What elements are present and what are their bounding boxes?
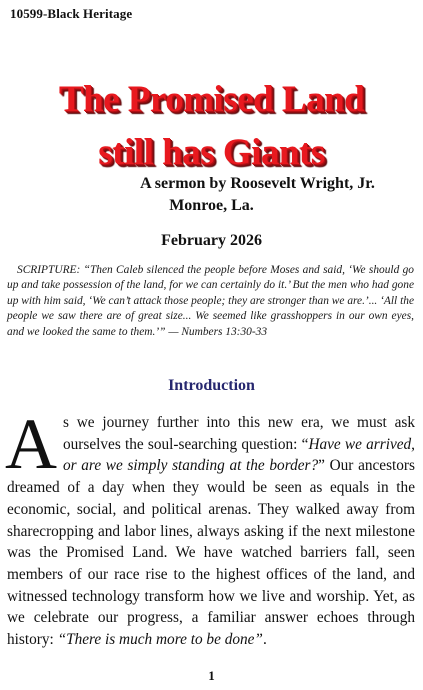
- page-number: 1: [208, 668, 215, 683]
- title-line-1: The Promised Land: [58, 79, 365, 120]
- body-paragraph: [5, 404, 416, 651]
- drop-cap: A: [5, 404, 57, 484]
- body-text-part-1: s we journey further into this new era, we must ask ourselves the soul-searching question: “: [63, 414, 415, 453]
- body-emphasis-question: Have we arrived, or are we simply standing at the border?: [63, 435, 416, 475]
- body-text-part-3: .: [262, 631, 267, 649]
- catalog-label: 10599-Black Heritage: [10, 6, 133, 21]
- sermon-date: February 2026: [161, 232, 262, 249]
- scripture-passage: SCRIPTURE: “Then Caleb silenced the people before Moses and said, ‘We should go up and take possession of the land, for we can certainly do it.’ But the men who had gone up with him said, ‘We can’t attack those people; they are stronger than we are.’... ‘All the people we saw there are of great size... We seemed like grasshoppers in our own eyes, and we looked the same to them.’” — Numbers 13:30-33: [7, 264, 414, 338]
- body-emphasis-closing: “There is much more to be done”: [57, 631, 263, 649]
- byline-location: Monroe, La.: [169, 197, 254, 214]
- title-line-2: still has Giants: [98, 132, 325, 173]
- section-heading: Introduction: [168, 377, 255, 394]
- body-text-part-2: ” Our ancestors dreamed of a day when they would be seen as equals in the economic, social, and political arenas. They walked away from sharecropping and labor lines, always asking if the next milestone was the Promised Land. We have watched barriers fall, seen members of our race rise to the highest offices of the land, and witnessed technology transform how we live and worship. Yet, as we celebrate our progress, a familiar answer echoes through history:: [7, 457, 415, 649]
- byline-author: A sermon by Roosevelt Wright, Jr.: [140, 175, 375, 192]
